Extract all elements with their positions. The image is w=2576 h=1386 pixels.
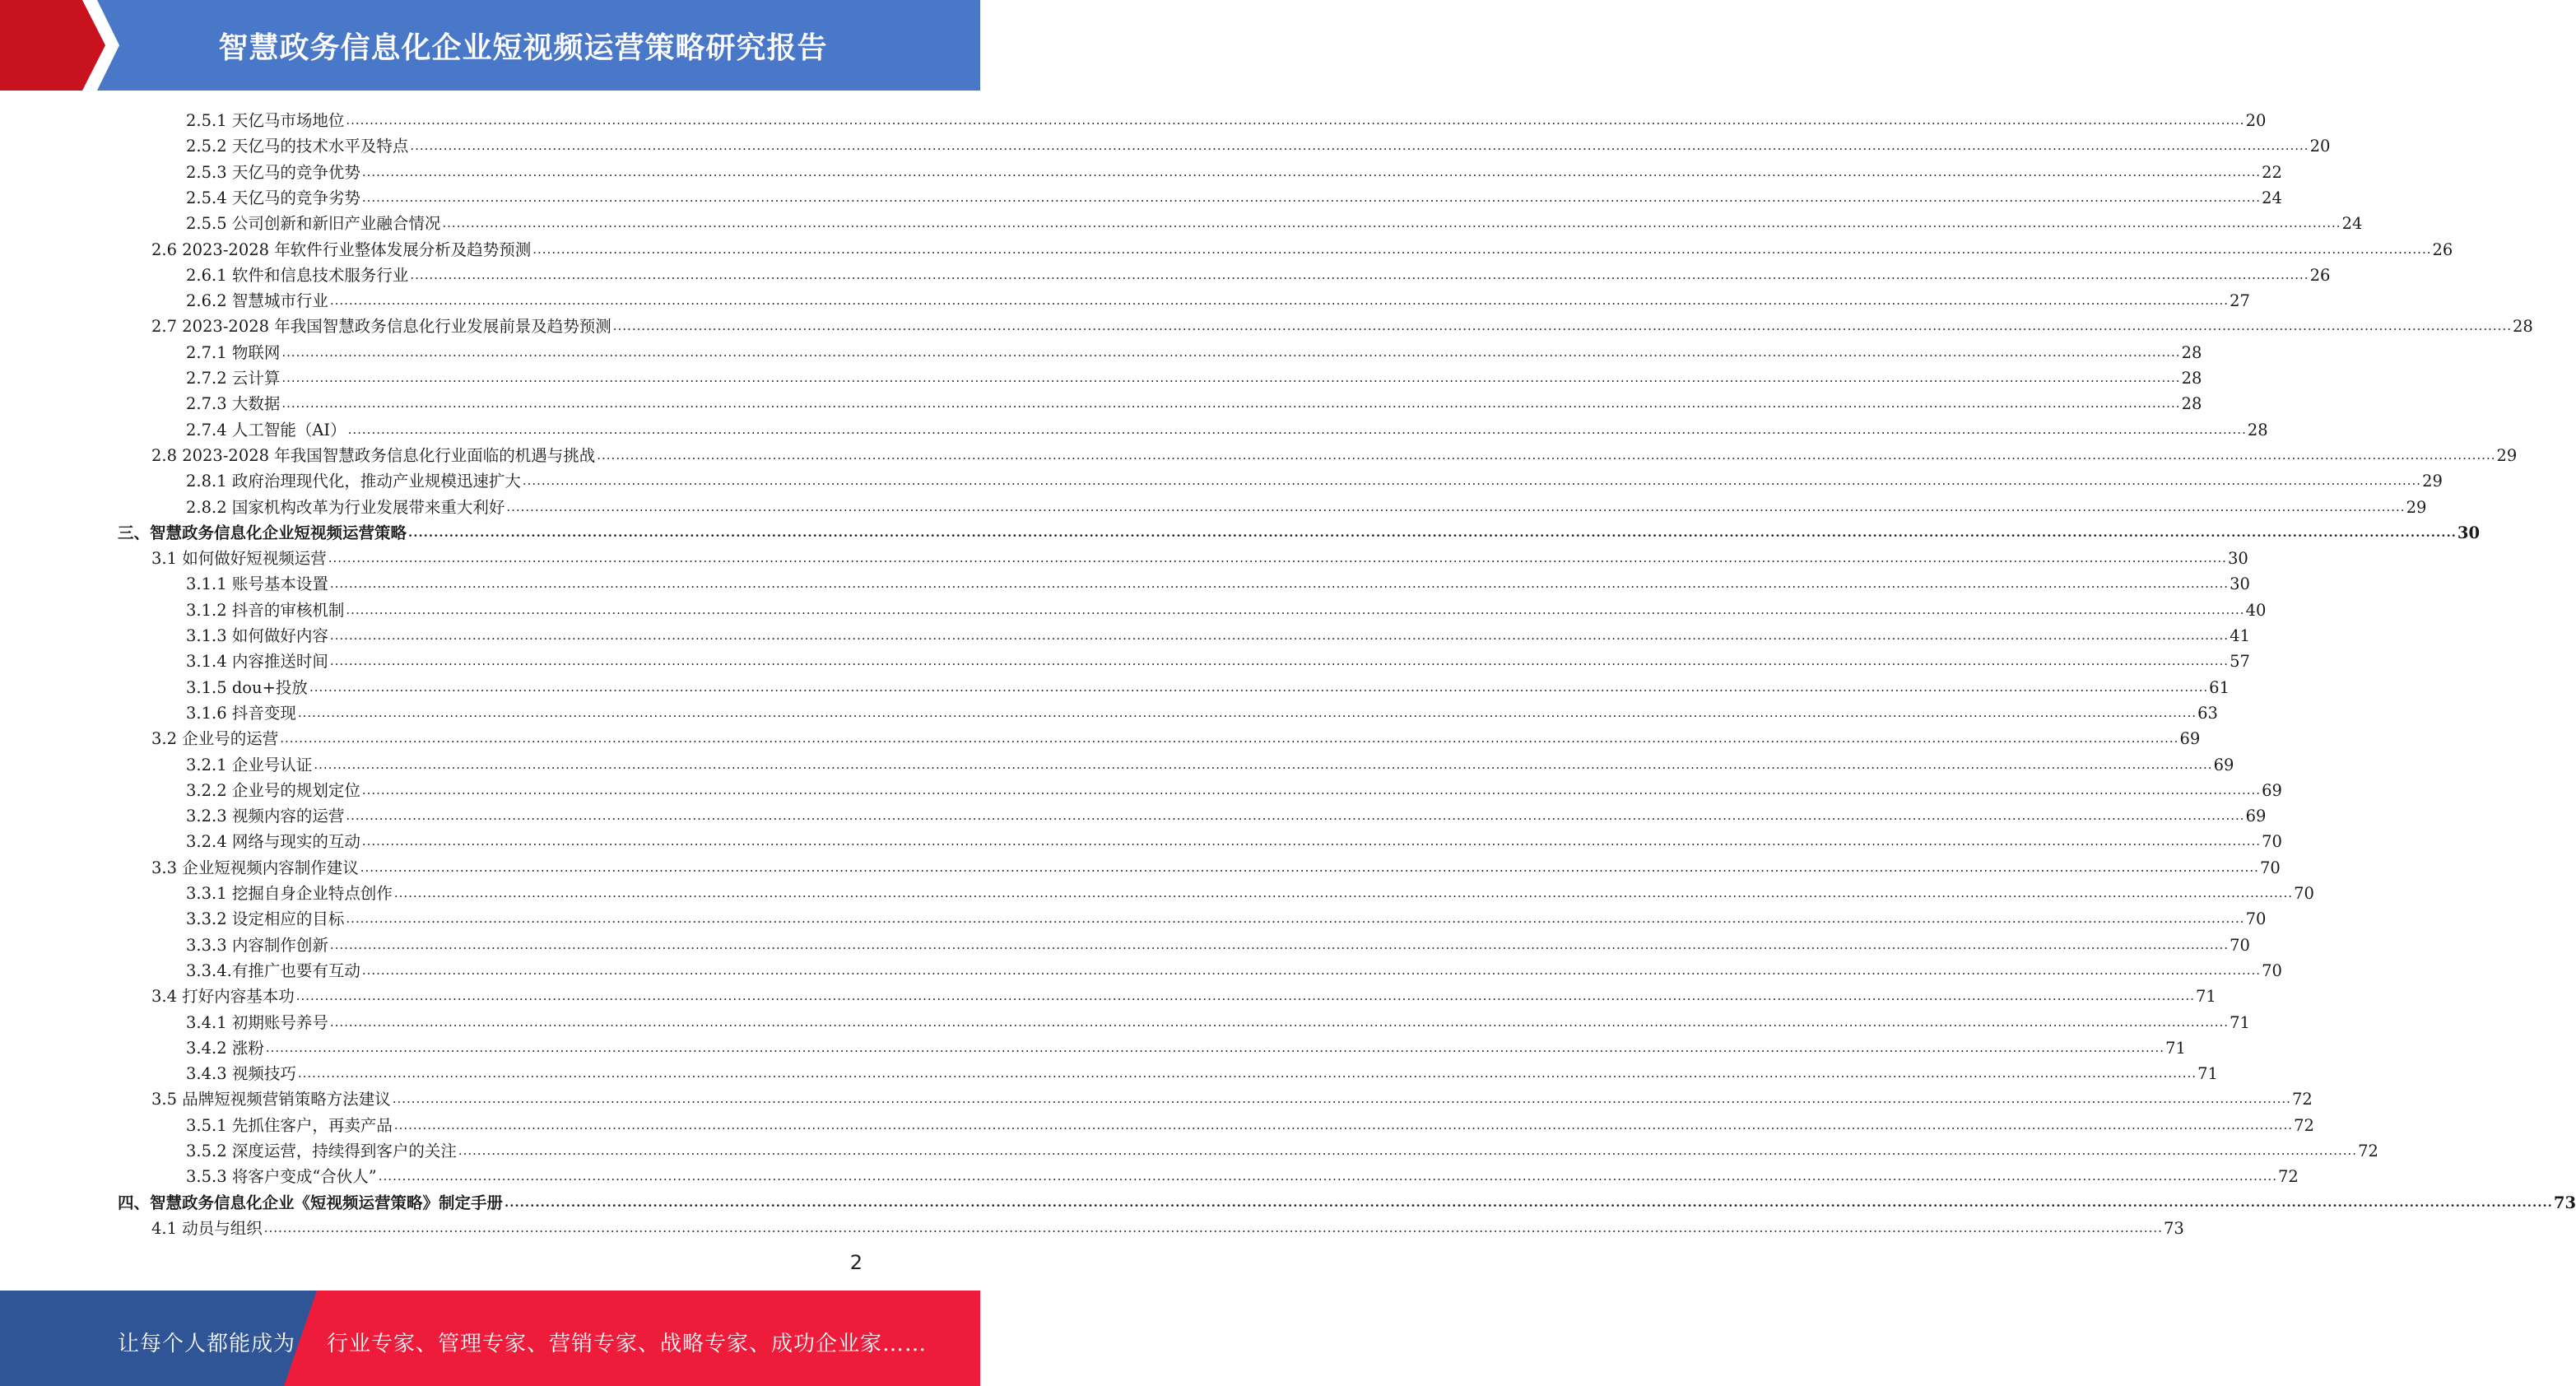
- toc-entry[interactable]: [186, 569, 2250, 594]
- footer-slogan-right: 行业专家、管理专家、营销专家、战略专家、成功企业家……: [327, 1332, 928, 1356]
- toc-dot-leader: ................................................................................................................................................................................................................................................................................................................................................................................................................: [361, 189, 2262, 205]
- toc-dot-leader: ................................................................................................................................................................................................................................................................................................................................................................................................................: [329, 628, 2230, 643]
- toc-entry-page: 63: [2197, 703, 2218, 723]
- toc-entry-page: 28: [2181, 394, 2202, 414]
- toc-entry-page: 28: [2181, 342, 2202, 362]
- toc-entry-label: 2.6 2023-2028 年软件行业整体发展分析及趋势预测: [151, 240, 532, 259]
- toc-entry-page: 29: [2496, 445, 2518, 465]
- toc-entry[interactable]: [118, 518, 2481, 543]
- toc-entry-page: 28: [2181, 369, 2202, 388]
- toc-dot-leader: ................................................................................................................................................................................................................................................................................................................................................................................................................: [458, 1143, 2358, 1158]
- toc-entry[interactable]: [151, 981, 2216, 1007]
- toc-entry-label: 2.5.3 天亿马的竞争优势: [186, 162, 360, 182]
- toc-entry[interactable]: [186, 930, 2250, 956]
- toc-entry-page: 20: [2309, 137, 2331, 156]
- toc-entry-page: 73: [2553, 1193, 2576, 1212]
- toc-entry-label: 3.5 品牌短视频营销策略方法建议: [151, 1090, 391, 1109]
- toc-entry-page: 28: [2247, 420, 2268, 440]
- toc-entry[interactable]: [186, 775, 2282, 801]
- toc-entry[interactable]: [186, 1110, 2314, 1136]
- toc-entry-label: 4.1 动员与组织: [151, 1218, 263, 1238]
- toc-entry-label: 3.2 企业号的运营: [151, 729, 279, 749]
- toc-entry-label: 3.2.2 企业号的规划定位: [186, 780, 360, 800]
- toc-entry-label: 2.5.2 天亿马的技术水平及特点: [186, 137, 409, 156]
- toc-dot-leader: ................................................................................................................................................................................................................................................................................................................................................................................................................: [309, 679, 2209, 695]
- toc-entry-label: 3.1.1 账号基本设置: [186, 574, 328, 594]
- toc-dot-leader: ................................................................................................................................................................................................................................................................................................................................................................................................................: [328, 551, 2227, 566]
- toc-entry-page: 70: [2262, 832, 2282, 852]
- toc-dot-leader: ................................................................................................................................................................................................................................................................................................................................................................................................................: [346, 808, 2245, 824]
- toc-entry-page: 30: [2230, 574, 2250, 594]
- toc-entry[interactable]: [186, 956, 2282, 981]
- toc-entry[interactable]: [186, 1033, 2186, 1058]
- toc-entry-label: 3.2.1 企业号认证: [186, 755, 313, 774]
- toc-entry[interactable]: [186, 646, 2250, 672]
- toc-entry[interactable]: [186, 750, 2234, 775]
- toc-entry[interactable]: [186, 466, 2443, 491]
- toc-dot-leader: ................................................................................................................................................................................................................................................................................................................................................................................................................: [361, 164, 2262, 179]
- toc-dot-leader: ................................................................................................................................................................................................................................................................................................................................................................................................................: [393, 886, 2294, 900]
- toc-entry-page: 70: [2262, 960, 2282, 980]
- page-header: [0, 0, 980, 91]
- toc-entry[interactable]: [151, 1084, 2313, 1109]
- toc-entry-label: 2.7 2023-2028 年我国智慧政务信息化行业发展前景及趋势预测: [151, 317, 611, 337]
- toc-entry-page: 69: [2262, 780, 2282, 800]
- toc-entry-label: 3.3.2 设定相应的目标: [186, 909, 345, 929]
- toc-dot-leader: ................................................................................................................................................................................................................................................................................................................................................................................................................: [442, 216, 2341, 231]
- toc-entry-label: 2.7.3 大数据: [186, 394, 281, 414]
- toc-entry[interactable]: [186, 337, 2202, 363]
- toc-dot-leader: ................................................................................................................................................................................................................................................................................................................................................................................................................: [506, 499, 2406, 514]
- toc-entry-page: 70: [2259, 858, 2281, 877]
- toc-entry-page: 27: [2230, 291, 2250, 311]
- toc-entry[interactable]: [186, 260, 2331, 286]
- toc-entry-label: 2.5.4 天亿马的竞争劣势: [186, 188, 360, 207]
- toc-entry[interactable]: [186, 698, 2218, 723]
- toc-dot-leader: ................................................................................................................................................................................................................................................................................................................................................................................................................: [361, 962, 2262, 978]
- toc-entry-page: 69: [2179, 729, 2201, 749]
- toc-entry-page: 26: [2432, 240, 2453, 259]
- toc-entry[interactable]: [186, 904, 2267, 929]
- toc-entry[interactable]: [186, 363, 2202, 388]
- toc-entry-page: 72: [2291, 1090, 2313, 1109]
- toc-entry-label: 2.6.1 软件和信息技术服务行业: [186, 265, 409, 285]
- toc-entry[interactable]: [118, 1188, 2576, 1213]
- toc-entry-label: 2.7.4 人工智能（AI）: [186, 420, 346, 440]
- toc-entry-page: 29: [2406, 497, 2427, 517]
- toc-entry-page: 28: [2512, 317, 2533, 337]
- toc-entry-page: 70: [2294, 884, 2314, 903]
- toc-entry-label: 3.4 打好内容基本功: [151, 987, 295, 1007]
- toc-entry-page: 71: [2197, 1064, 2218, 1084]
- toc-entry-label: 3.1.6 抖音变现: [186, 703, 296, 723]
- toc-entry-label: 3.3.4.有推广也要有互动: [186, 960, 360, 980]
- toc-dot-leader: ................................................................................................................................................................................................................................................................................................................................................................................................................: [329, 653, 2230, 669]
- toc-entry-page: 71: [2230, 1012, 2250, 1032]
- toc-entry-label: 2.5.1 天亿马市场地位: [186, 111, 345, 130]
- toc-entry[interactable]: [186, 415, 2268, 440]
- toc-entry[interactable]: [151, 235, 2453, 260]
- toc-entry-label: 2.5.5 公司创新和新旧产业融合情况: [186, 214, 441, 234]
- toc-dot-leader: ................................................................................................................................................................................................................................................................................................................................................................................................................: [263, 1220, 2163, 1235]
- toc-entry[interactable]: [186, 1136, 2378, 1161]
- toc-entry-page: 69: [2213, 755, 2234, 774]
- toc-entry-label: 2.7.2 云计算: [186, 369, 281, 388]
- toc-entry[interactable]: [186, 105, 2267, 131]
- toc-entry[interactable]: [151, 311, 2533, 337]
- toc-entry[interactable]: [151, 1213, 2184, 1239]
- toc-entry-label: 3.1.2 抖音的审核机制: [186, 600, 345, 620]
- toc-dot-leader: ................................................................................................................................................................................................................................................................................................................................................................................................................: [329, 293, 2230, 309]
- toc-dot-leader: ................................................................................................................................................................................................................................................................................................................................................................................................................: [346, 602, 2245, 617]
- toc-entry[interactable]: [186, 878, 2314, 904]
- toc-entry-label: 四、智慧政务信息化企业《短视频运营策略》制定手册: [118, 1193, 504, 1212]
- toc-entry-label: 3.5.2 深度运营，持续得到客户的关注: [186, 1142, 457, 1160]
- toc-entry[interactable]: [186, 672, 2230, 698]
- toc-entry-page: 61: [2209, 677, 2230, 697]
- toc-dot-leader: ................................................................................................................................................................................................................................................................................................................................................................................................................: [281, 344, 2181, 360]
- toc-entry[interactable]: [186, 1161, 2299, 1187]
- toc-dot-leader: ................................................................................................................................................................................................................................................................................................................................................................................................................: [378, 1169, 2277, 1184]
- toc-entry-label: 2.8 2023-2028 年我国智慧政务信息化行业面临的机遇与挑战: [151, 445, 596, 465]
- toc-entry-label: 3.4.2 涨粉: [186, 1038, 264, 1058]
- toc-entry-page: 22: [2262, 162, 2282, 182]
- toc-entry-label: 2.7.1 物联网: [186, 342, 281, 362]
- toc-dot-leader: ................................................................................................................................................................................................................................................................................................................................................................................................................: [532, 241, 2432, 257]
- toc-entry[interactable]: [151, 853, 2281, 878]
- toc-dot-leader: ................................................................................................................................................................................................................................................................................................................................................................................................................: [346, 911, 2245, 927]
- toc-dot-leader: ................................................................................................................................................................................................................................................................................................................................................................................................................: [280, 731, 2179, 746]
- toc-entry-page: 70: [2230, 935, 2250, 955]
- toc-entry-page: 24: [2262, 188, 2282, 207]
- toc-entry-page: 29: [2422, 472, 2443, 491]
- toc-entry[interactable]: [186, 157, 2282, 183]
- toc-entry-page: 57: [2230, 652, 2250, 672]
- toc-entry-page: 73: [2163, 1218, 2184, 1238]
- toc-dot-leader: ................................................................................................................................................................................................................................................................................................................................................................................................................: [297, 705, 2197, 720]
- report-title: 智慧政务信息化企业短视频运营策略研究报告: [218, 30, 828, 65]
- toc-entry-label: 3.4.3 视频技巧: [186, 1064, 296, 1084]
- toc-entry-label: 3.1 如何做好短视频运营: [151, 549, 327, 569]
- toc-dot-leader: ................................................................................................................................................................................................................................................................................................................................................................................................................: [329, 937, 2230, 952]
- toc-entry[interactable]: [186, 1007, 2250, 1033]
- toc-entry-label: 2.8.2 国家机构改革为行业发展带来重大利好: [186, 497, 505, 517]
- toc-dot-leader: ................................................................................................................................................................................................................................................................................................................................................................................................................: [329, 576, 2230, 592]
- toc-dot-leader: ................................................................................................................................................................................................................................................................................................................................................................................................................: [281, 396, 2181, 412]
- toc-dot-leader: ................................................................................................................................................................................................................................................................................................................................................................................................................: [361, 834, 2262, 849]
- toc-dot-leader: ................................................................................................................................................................................................................................................................................................................................................................................................................: [612, 319, 2512, 334]
- toc-entry-label: 3.1.5 dou+投放: [186, 677, 308, 697]
- toc-entry[interactable]: [186, 492, 2427, 518]
- toc-entry[interactable]: [186, 595, 2267, 621]
- toc-entry[interactable]: [186, 183, 2282, 208]
- toc-entry-label: 3.1.3 如何做好内容: [186, 626, 328, 645]
- toc-dot-leader: ................................................................................................................................................................................................................................................................................................................................................................................................................: [347, 421, 2247, 437]
- toc-entry-page: 30: [2227, 549, 2248, 569]
- toc-dot-leader: ................................................................................................................................................................................................................................................................................................................................................................................................................: [522, 473, 2422, 489]
- toc-entry-label: 2.8.1 政府治理现代化，推动产业规模迅速扩大: [186, 472, 521, 491]
- toc-entry-label: 3.5.1 先抓住客户，再卖产品: [186, 1115, 393, 1135]
- toc-entry-label: 三、智慧政务信息化企业短视频运营策略: [118, 523, 407, 542]
- toc-entry-page: 41: [2230, 626, 2250, 645]
- toc-dot-leader: ................................................................................................................................................................................................................................................................................................................................................................................................................: [295, 988, 2195, 1004]
- toc-entry-label: 3.3 企业短视频内容制作建议: [151, 858, 359, 877]
- toc-entry-page: 70: [2245, 909, 2267, 929]
- page-number: 2: [849, 1251, 863, 1274]
- toc-entry[interactable]: [186, 131, 2331, 156]
- toc-dot-leader: ................................................................................................................................................................................................................................................................................................................................................................................................................: [265, 1040, 2165, 1055]
- toc-entry-label: 3.3.1 挖掘自身企业特点创作: [186, 884, 393, 903]
- toc-dot-leader: ................................................................................................................................................................................................................................................................................................................................................................................................................: [297, 1066, 2197, 1081]
- toc-entry-page: 72: [2278, 1167, 2299, 1187]
- toc-dot-leader: ................................................................................................................................................................................................................................................................................................................................................................................................................: [360, 859, 2259, 875]
- toc-entry[interactable]: [186, 621, 2250, 646]
- toc-entry[interactable]: [186, 208, 2363, 234]
- toc-entry[interactable]: [186, 826, 2282, 852]
- toc-entry-page: 24: [2341, 214, 2363, 234]
- toc-entry-label: 3.2.4 网络与现实的互动: [186, 832, 360, 852]
- toc-dot-leader: ................................................................................................................................................................................................................................................................................................................................................................................................................: [393, 1117, 2294, 1133]
- toc-entry-label: 3.2.3 视频内容的运营: [186, 807, 345, 826]
- toc-entry[interactable]: [186, 286, 2250, 311]
- toc-dot-leader: ................................................................................................................................................................................................................................................................................................................................................................................................................: [314, 756, 2213, 772]
- toc-entry-label: 3.4.1 初期账号养号: [186, 1012, 328, 1032]
- toc-entry-page: 72: [2358, 1142, 2378, 1160]
- toc-dot-leader: ................................................................................................................................................................................................................................................................................................................................................................................................................: [505, 1194, 2553, 1210]
- toc-entry-label: 2.6.2 智慧城市行业: [186, 291, 328, 311]
- toc-entry-page: 20: [2245, 111, 2267, 130]
- toc-dot-leader: ................................................................................................................................................................................................................................................................................................................................................................................................................: [410, 138, 2309, 154]
- toc-entry[interactable]: [186, 1058, 2218, 1084]
- toc-dot-leader: ................................................................................................................................................................................................................................................................................................................................................................................................................: [410, 267, 2309, 282]
- toc-dot-leader: ................................................................................................................................................................................................................................................................................................................................................................................................................: [408, 524, 2457, 540]
- toc-dot-leader: ................................................................................................................................................................................................................................................................................................................................................................................................................: [361, 782, 2262, 798]
- toc-dot-leader: ................................................................................................................................................................................................................................................................................................................................................................................................................: [329, 1014, 2230, 1030]
- toc-entry-page: 71: [2195, 987, 2216, 1007]
- toc-entry[interactable]: [151, 543, 2248, 569]
- toc-entry-label: 3.1.4 内容推送时间: [186, 652, 328, 672]
- toc-dot-leader: ................................................................................................................................................................................................................................................................................................................................................................................................................: [346, 113, 2245, 128]
- toc-entry-page: 26: [2309, 265, 2331, 285]
- toc-entry-page: 71: [2165, 1038, 2186, 1058]
- toc-dot-leader: ................................................................................................................................................................................................................................................................................................................................................................................................................: [281, 370, 2181, 385]
- footer-slogan-left: 让每个人都能成为: [118, 1332, 296, 1356]
- toc-entry-page: 69: [2245, 807, 2267, 826]
- toc-dot-leader: ................................................................................................................................................................................................................................................................................................................................................................................................................: [392, 1091, 2291, 1107]
- toc-entry[interactable]: [186, 801, 2267, 826]
- toc-entry-label: 3.3.3 内容制作创新: [186, 935, 328, 955]
- toc-entry-page: 72: [2294, 1115, 2314, 1135]
- toc-entry[interactable]: [151, 440, 2518, 466]
- toc-entry-page: 40: [2245, 600, 2267, 620]
- toc-entry[interactable]: [151, 723, 2201, 749]
- toc-entry[interactable]: [186, 388, 2202, 414]
- toc-entry-label: 3.5.3 将客户变成“合伙人”: [186, 1167, 377, 1187]
- toc-entry-page: 30: [2457, 523, 2481, 542]
- toc-dot-leader: ................................................................................................................................................................................................................................................................................................................................................................................................................: [597, 447, 2496, 463]
